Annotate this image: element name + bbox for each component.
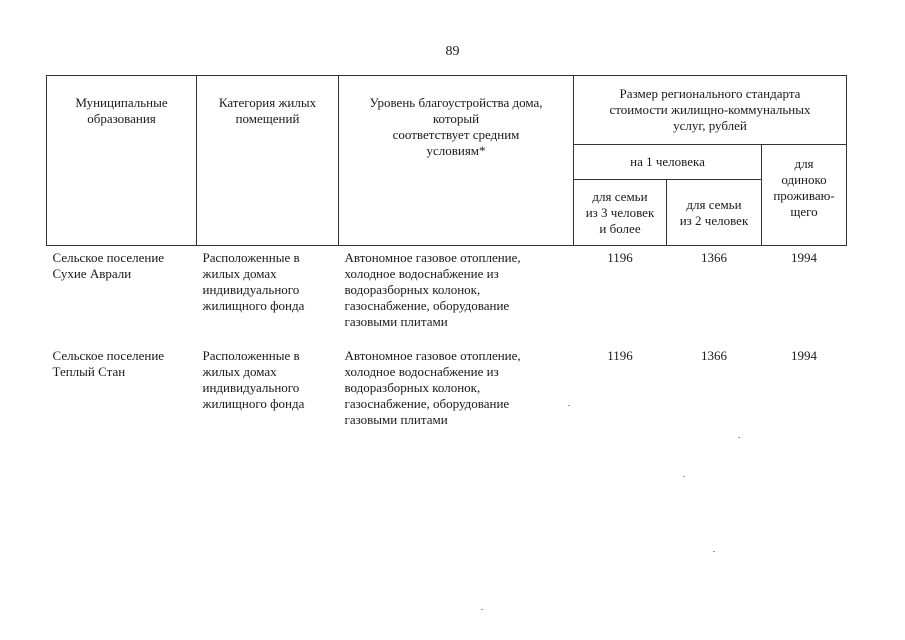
scan-speck [713, 551, 715, 552]
header-municipality: Муниципальные образования [47, 76, 197, 246]
scan-speck [738, 437, 740, 438]
family-2-value: 1366 [701, 348, 727, 363]
single-resident-value: 1994 [791, 250, 817, 265]
header-single-resident: для одиноко проживаю- щего [762, 145, 847, 246]
scan-speck [683, 476, 685, 477]
category-cell: Расположенные в жилых домах индивидуального жилищного фонда [202, 348, 305, 411]
header-per-person: на 1 человека [574, 145, 762, 180]
header-family-3-plus: для семьи из 3 человек и более [574, 180, 667, 246]
single-resident-value: 1994 [791, 348, 817, 363]
scan-speck [481, 609, 483, 610]
municipality-cell: Сельское поселение Сухие Аврали [52, 250, 165, 281]
table-row [47, 246, 847, 345]
amenity-level-cell: Автономное газовое отопление, холодное водоснабжение из водоразборных колонок, газоснабжение, оборудование газовыми плитами [344, 348, 521, 427]
header-amenity-level: Уровень благоустройства дома, который соответствует средним условиям* [339, 76, 574, 246]
scan-speck [568, 405, 570, 406]
category-cell: Расположенные в жилых домах индивидуального жилищного фонда [202, 250, 305, 313]
header-family-2: для семьи из 2 человек [667, 180, 762, 246]
family-3-plus-value: 1196 [607, 348, 633, 363]
header-category: Категория жилых помещений [197, 76, 339, 246]
municipality-cell: Сельское поселение Теплый Стан [52, 348, 165, 379]
tariff-table [46, 75, 847, 442]
family-3-plus-value: 1196 [607, 250, 633, 265]
table-row [47, 344, 847, 442]
page-number: 89 [445, 44, 460, 59]
family-2-value: 1366 [701, 250, 727, 265]
amenity-level-cell: Автономное газовое отопление, холодное водоснабжение из водоразборных колонок, газоснабжение, оборудование газовыми плитами [344, 250, 521, 329]
header-standard-size: Размер регионального стандарта стоимости жилищно-коммунальных услуг, рублей [574, 76, 847, 145]
table-header [47, 76, 847, 246]
